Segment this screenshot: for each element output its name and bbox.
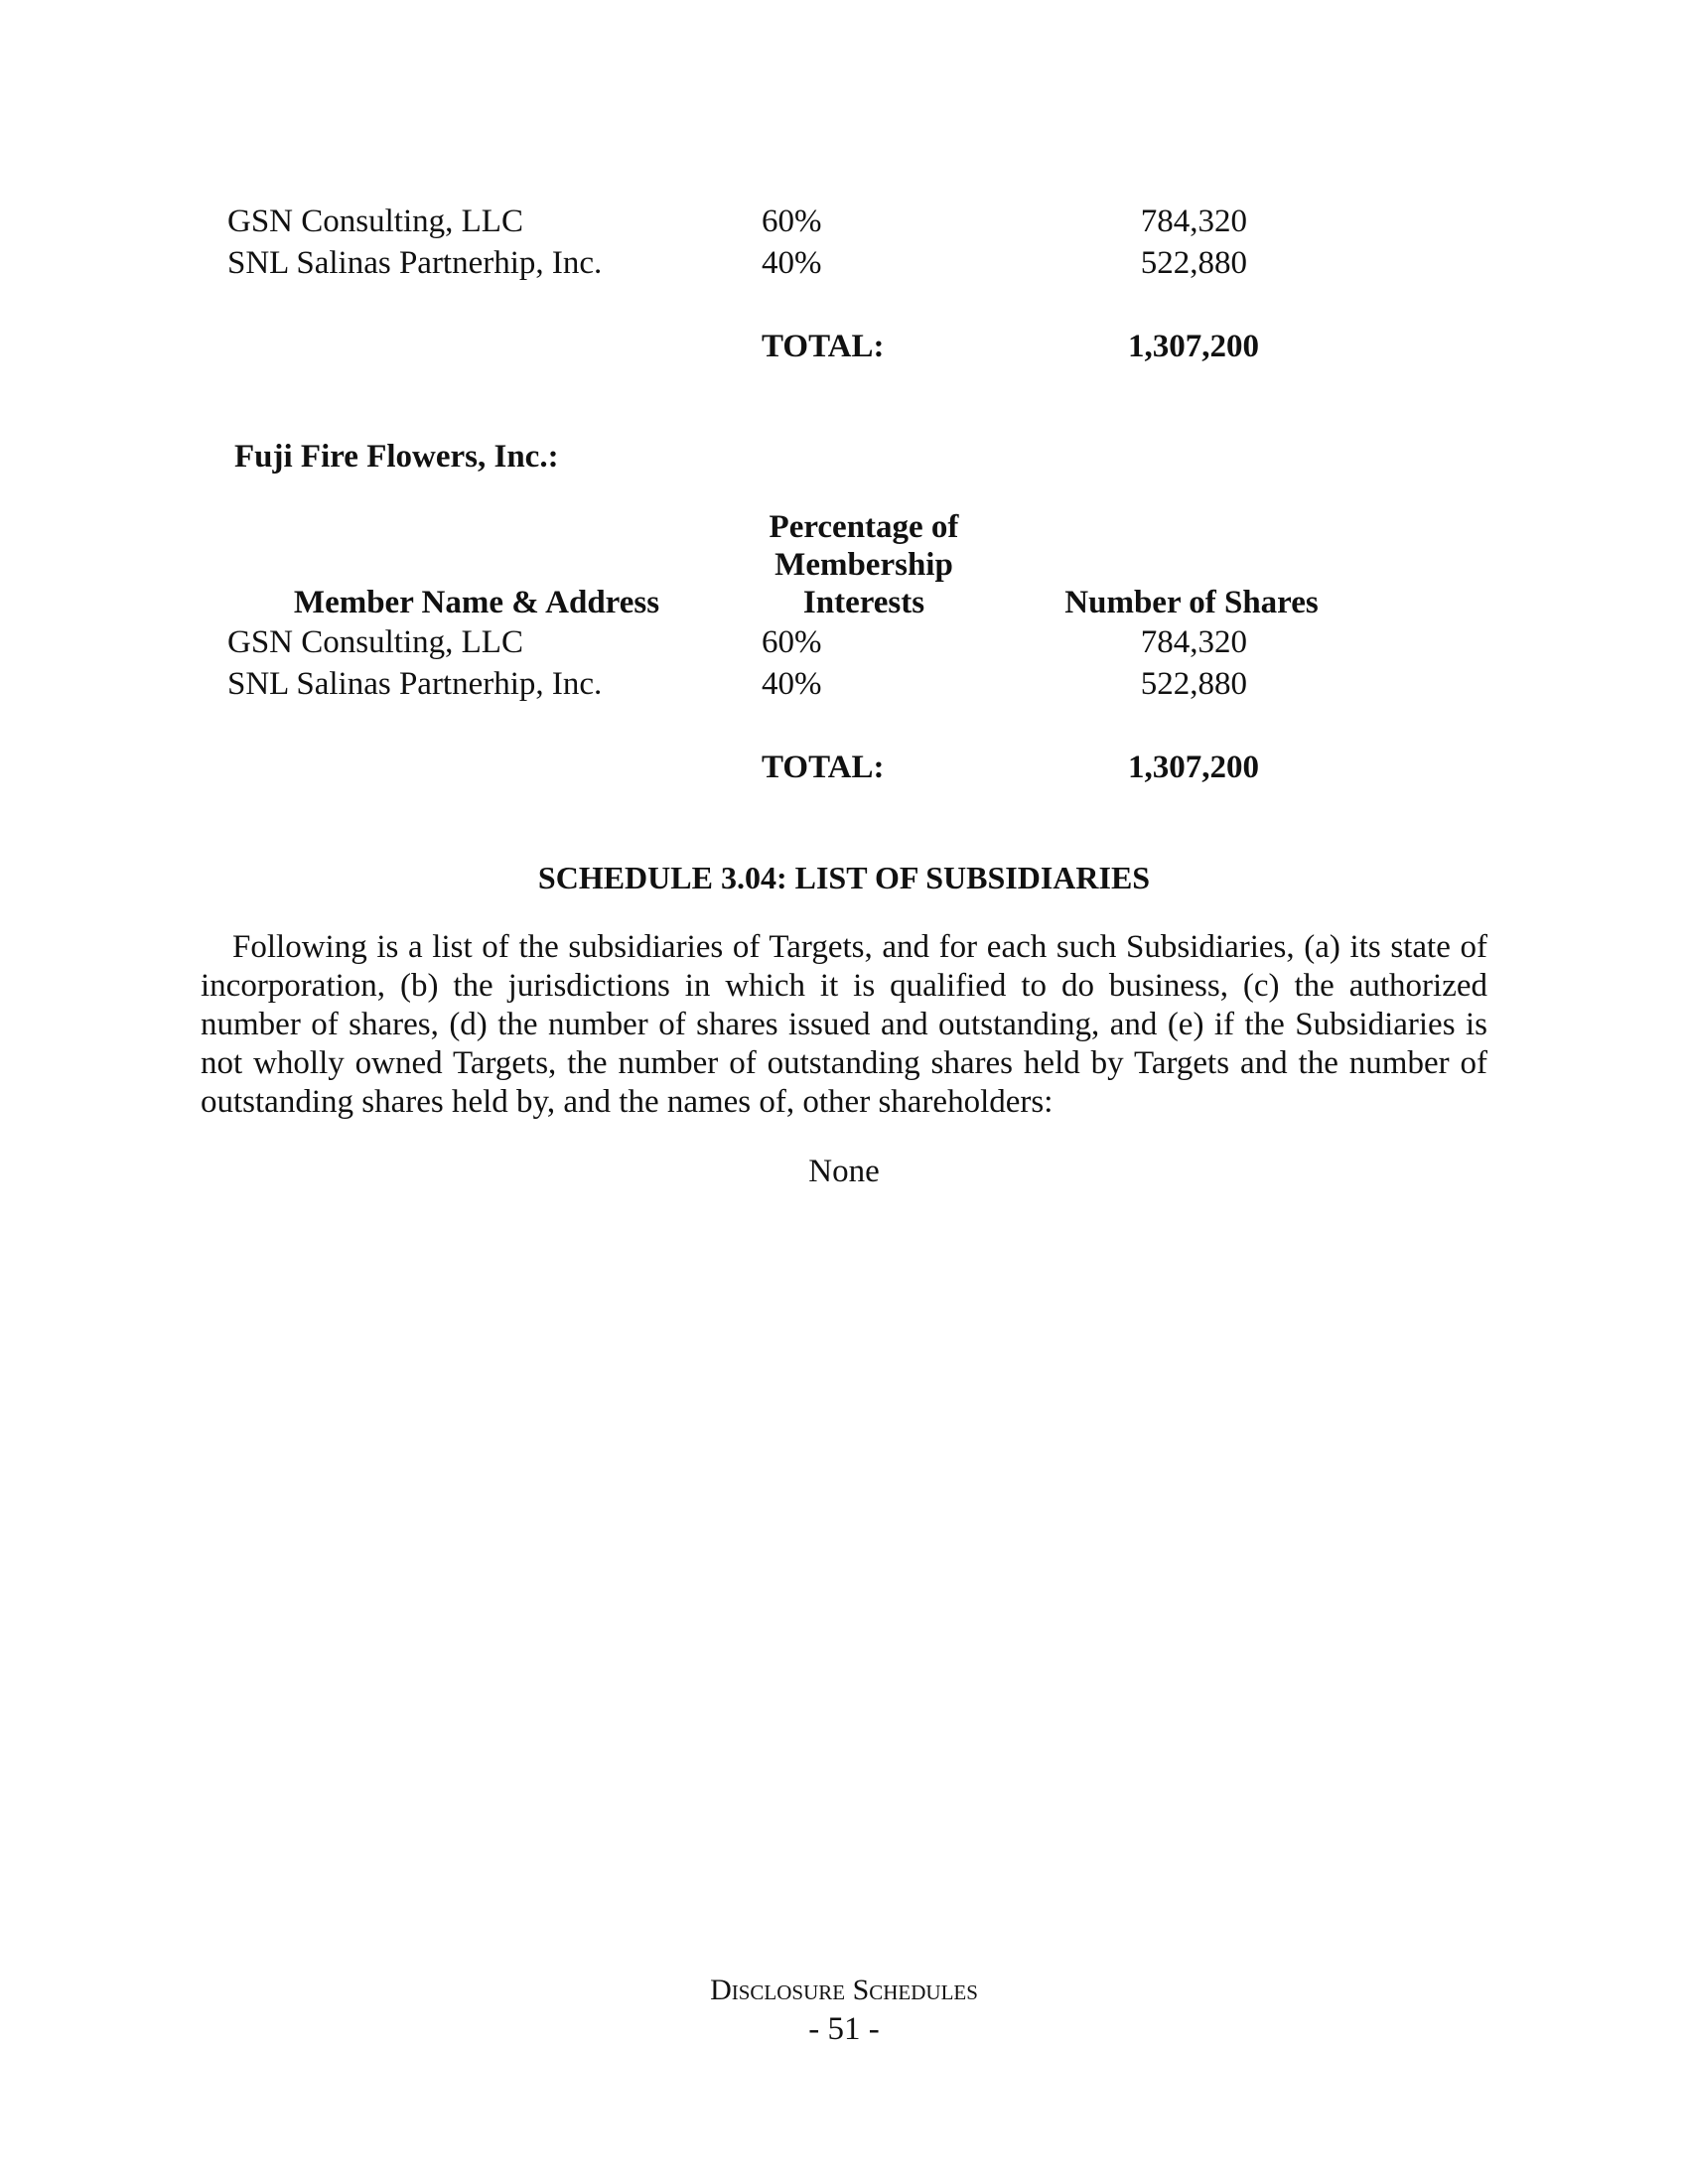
footer-title: Disclosure Schedules bbox=[710, 1974, 978, 2006]
table1-row1-percentage: 60% bbox=[762, 204, 822, 239]
table2-row1-percentage: 60% bbox=[762, 624, 822, 660]
table2-total-value: 1,307,200 bbox=[1128, 750, 1259, 785]
page-number: - 51 - bbox=[808, 2011, 880, 2047]
table2-header-shares: Number of Shares bbox=[1064, 585, 1319, 620]
table1-row2-name: SNL Salinas Partnerhip, Inc. bbox=[227, 245, 603, 281]
table2-header-name: Member Name & Address bbox=[293, 585, 660, 620]
table2-header-percentage-line1: Percentage of bbox=[769, 509, 959, 545]
schedule-paragraph: Following is a list of the subsidiaries of Targets, and for each such Subsidiaries, (a) its state of incorporation, (b) the jurisdictions in which it is qualified to do business, (c) the authorized number of shares, (d) the number of shares issued and outstanding, and (e) if the Subsidiaries is not wholly owned Targets, the number of outstanding shares held by Targets and the number of outstanding shares held by, and the names of, other shareholders: bbox=[201, 929, 1487, 1120]
table1-row1-name: GSN Consulting, LLC bbox=[227, 204, 523, 239]
schedule-title: SCHEDULE 3.04: LIST OF SUBSIDIARIES bbox=[537, 860, 1151, 895]
schedule-none: None bbox=[808, 1154, 880, 1189]
table1-total-label: TOTAL: bbox=[762, 329, 885, 364]
table2-header-percentage-line2: Membership bbox=[774, 547, 953, 583]
table2-row1-shares: 784,320 bbox=[1140, 624, 1247, 660]
table2-header-percentage-line3: Interests bbox=[802, 585, 925, 620]
table1-row1-shares: 784,320 bbox=[1140, 204, 1247, 239]
table2-row2-name: SNL Salinas Partnerhip, Inc. bbox=[227, 666, 603, 702]
table2-row2-shares: 522,880 bbox=[1140, 666, 1247, 702]
table2-row1-name: GSN Consulting, LLC bbox=[227, 624, 523, 660]
table1-row2-percentage: 40% bbox=[762, 245, 822, 281]
table1-row2-shares: 522,880 bbox=[1140, 245, 1247, 281]
table2-row2-percentage: 40% bbox=[762, 666, 822, 702]
table2-total-label: TOTAL: bbox=[762, 750, 885, 785]
section-heading-fuji: Fuji Fire Flowers, Inc.: bbox=[234, 439, 559, 475]
table1-total-value: 1,307,200 bbox=[1128, 329, 1259, 364]
